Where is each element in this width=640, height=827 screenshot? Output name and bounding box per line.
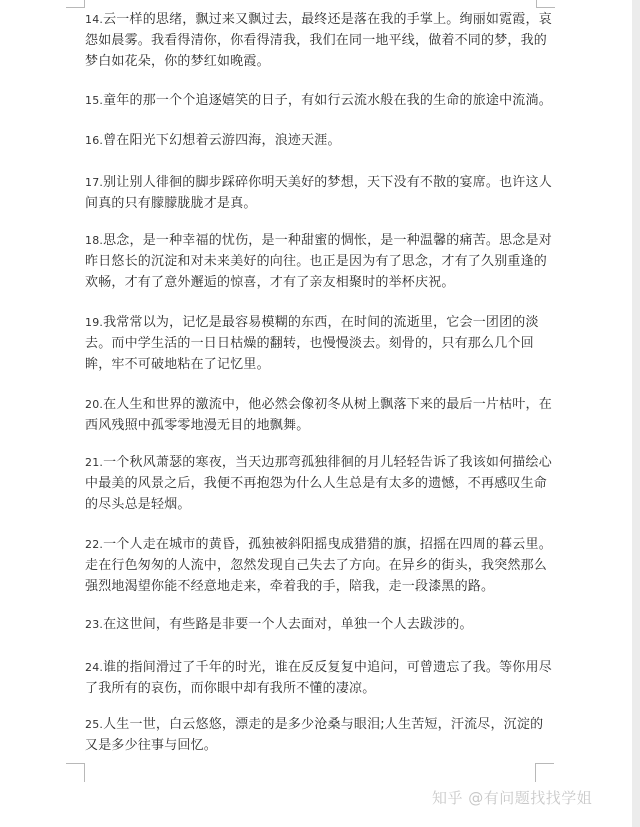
watermark: 知乎 @有问题找找学姐 <box>432 789 593 807</box>
paragraph-21: 21.一个秋风萧瑟的寒夜，当天边那弯孤独徘徊的月儿轻轻告诉了我该如何描绘心中最美的风景之后，我便不再抱怨为什么人生总是有太多的遗憾，不再感叹生命的尽头总是轻烟。 <box>85 455 552 512</box>
paragraph-24: 24.谁的指间滑过了千年的时光，谁在反反复复中追问，可曾遗忘了我。等你用尽了我所有的哀伤，而你眼中却有我所不懂的凄凉。 <box>85 660 552 696</box>
right-gutter <box>632 0 640 827</box>
paragraph-14: 14.云一样的思绪，飘过来又飘过去，最终还是落在我的手掌上。绚丽如霓霞，哀怨如晨雾。我看得清你，你看得清我，我们在同一地平线，做着不同的梦，我的梦白如花朵，你的梦红如晚霞。 <box>85 12 552 69</box>
margin-corner-mark-bottom-left <box>66 763 85 782</box>
margin-corner-mark-top-right <box>536 0 555 8</box>
margin-corner-mark-top-left <box>66 0 85 8</box>
paragraph-23: 23.在这世间，有些路是非要一个人去面对，单独一个人去跋涉的。 <box>85 617 473 632</box>
margin-corner-mark-bottom-right <box>535 763 554 782</box>
paragraph-15: 15.童年的那一个个追逐嬉笑的日子，有如行云流水般在我的生命的旅途中流淌。 <box>85 93 552 108</box>
paragraph-18: 18.思念，是一种幸福的忧伤，是一种甜蜜的惆怅，是一种温馨的痛苦。思念是对昨日悠长的沉淀和对未来美好的向往。也正是因为有了思念，才有了久别重逢的欢畅，才有了意外邂逅的惊喜，才有了亲友相聚时的举杯庆祝。 <box>85 233 552 290</box>
paragraph-25: 25.人生一世，白云悠悠，漂走的是多少沧桑与眼泪;人生苦短，汗流尽，沉淀的又是多少往事与回忆。 <box>85 717 544 753</box>
paragraph-19: 19.我常常以为，记忆是最容易模糊的东西，在时间的流逝里，它会一团团的淡去。而中学生活的一日日枯燥的翻转，也慢慢淡去。刻骨的，只有那么几个回眸，牢不可破地粘在了记忆里。 <box>85 315 539 372</box>
paragraph-16: 16.曾在阳光下幻想着云游四海，浪迹天涯。 <box>85 133 341 148</box>
paragraph-17: 17.别让别人徘徊的脚步踩碎你明天美好的梦想，天下没有不散的宴席。也许这人间真的只有朦朦胧胧才是真。 <box>85 175 552 211</box>
paragraph-20: 20.在人生和世界的激流中，他必然会像初冬从树上飘落下来的最后一片枯叶，在西风残照中孤零零地漫无目的地飘舞。 <box>85 397 552 433</box>
paragraph-22: 22.一个人走在城市的黄昏，孤独被斜阳摇曳成猎猎的旗，招摇在四周的暮云里。走在行色匆匆的人流中，忽然发现自己失去了方向。在异乡的街头，我突然那么强烈地渴望你能不经意地走来，牵着我的手，陪我，走一段漆黑的路。 <box>85 537 552 594</box>
